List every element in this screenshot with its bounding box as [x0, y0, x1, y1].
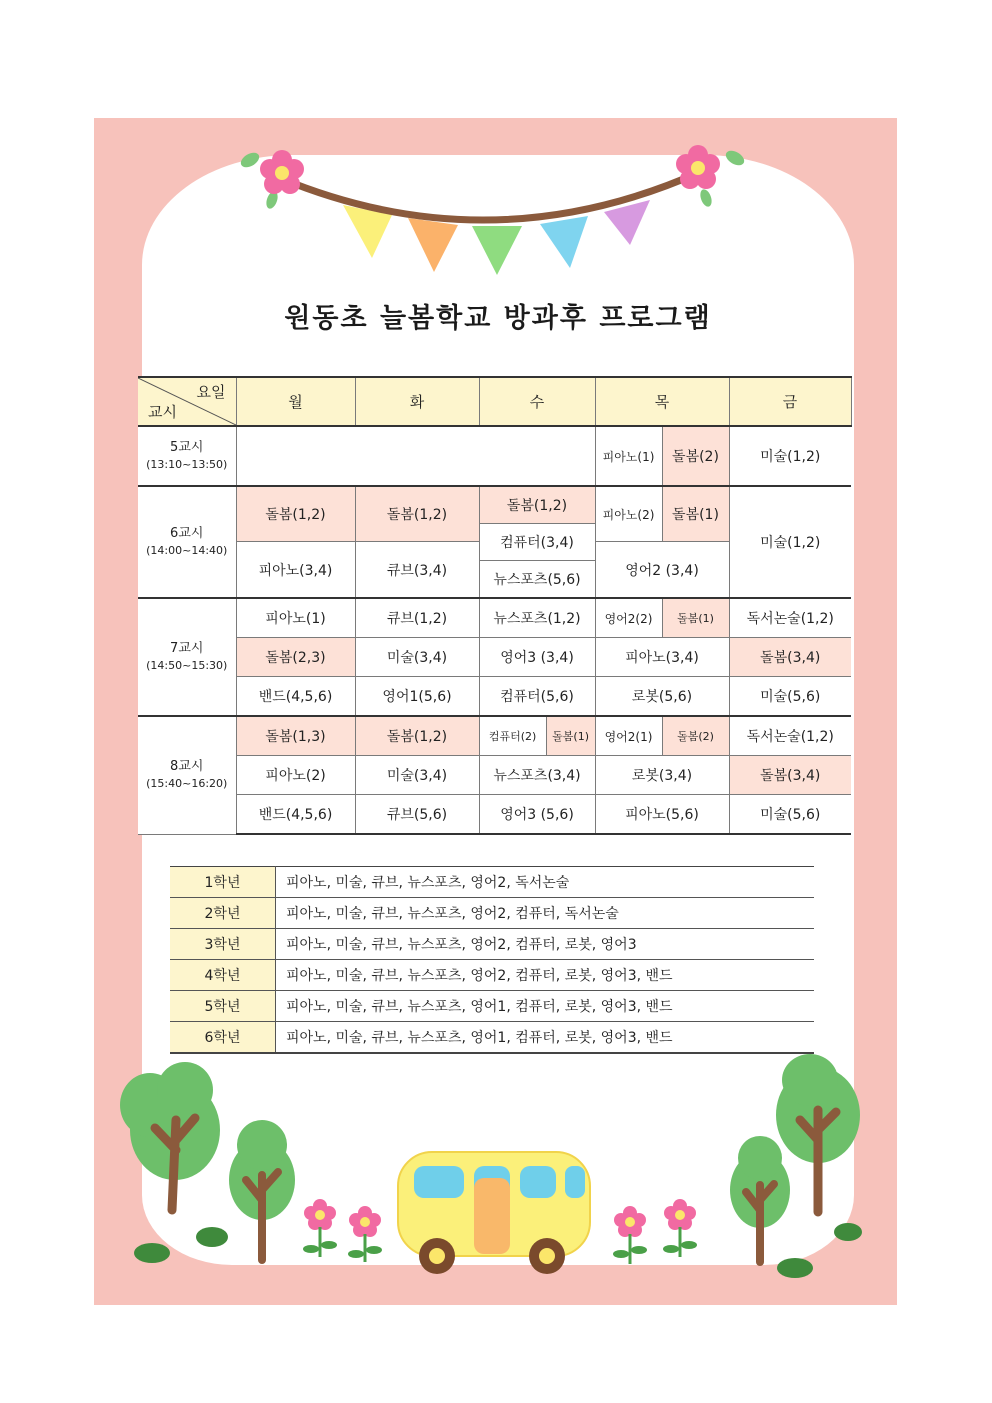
p8-wed-a: 컴퓨터(2)	[480, 717, 547, 755]
p8-thu-3: 피아노(5,6)	[595, 795, 729, 835]
period-8-row-2	[138, 756, 851, 795]
p8-tue-1: 돌봄(1,2)	[355, 716, 479, 756]
p6-thu-a: 피아노(2)	[595, 486, 662, 542]
p6-mon-2: 피아노(3,4)	[236, 542, 355, 599]
p8-fri-2: 돌봄(3,4)	[729, 756, 851, 795]
period-5-label: 5교시 (13:10~13:50)	[138, 426, 236, 486]
page-title: 원동초 늘봄학교 방과후 프로그램	[284, 303, 712, 334]
period-7-row-3	[138, 677, 851, 717]
period-8-label: 8교시 (15:40~16:20)	[138, 716, 236, 834]
period-6-label: 6교시 (14:00~14:40)	[138, 486, 236, 598]
grade-subjects: 피아노, 미술, 큐브, 뉴스포츠, 영어1, 컴퓨터, 로봇, 영어3, 밴드	[276, 991, 815, 1022]
p7-tue-2: 미술(3,4)	[355, 638, 479, 677]
day-header-tue: 화	[355, 377, 479, 426]
p6-fri: 미술(1,2)	[729, 486, 851, 598]
period-7-row-2	[138, 638, 851, 677]
period-8-row-3	[138, 795, 851, 835]
p6-tue-1: 돌봄(1,2)	[355, 486, 479, 542]
p8-wed-split	[480, 717, 595, 755]
p8-thu-b: 돌봄(2)	[662, 716, 729, 756]
grade-label: 6학년	[170, 1022, 276, 1054]
p7-mon-3: 밴드(4,5,6)	[236, 677, 355, 717]
grade-label: 1학년	[170, 867, 276, 898]
p6-thu-2: 영어2 (3,4)	[595, 542, 729, 599]
p7-wed-1: 뉴스포츠(1,2)	[479, 598, 595, 638]
corner-day-label: 요일	[196, 383, 226, 401]
p7-fri-2: 돌봄(3,4)	[729, 638, 851, 677]
grade-subjects: 피아노, 미술, 큐브, 뉴스포츠, 영어2, 컴퓨터, 로봇, 영어3	[276, 929, 815, 960]
p6-mon-1: 돌봄(1,2)	[236, 486, 355, 542]
corner-cell	[138, 377, 236, 426]
grade-row	[170, 991, 814, 1022]
day-header-wed: 수	[479, 377, 595, 426]
p7-fri-3: 미술(5,6)	[729, 677, 851, 717]
grade-subjects: 피아노, 미술, 큐브, 뉴스포츠, 영어2, 독서논술	[276, 867, 815, 898]
p7-wed-2: 영어3 (3,4)	[479, 638, 595, 677]
day-header-mon: 월	[236, 377, 355, 426]
grade-row	[170, 960, 814, 991]
p8-mon-3: 밴드(4,5,6)	[236, 795, 355, 835]
p8-mon-2: 피아노(2)	[236, 756, 355, 795]
timetable-header-row	[138, 377, 851, 426]
grade-label: 2학년	[170, 898, 276, 929]
p7-tue-3: 영어1(5,6)	[355, 677, 479, 717]
period-5-empty	[236, 426, 595, 486]
p8-fri-3: 미술(5,6)	[729, 795, 851, 835]
grade-subjects: 피아노, 미술, 큐브, 뉴스포츠, 영어1, 컴퓨터, 로봇, 영어3, 밴드	[276, 1022, 815, 1054]
p6-tue-2: 큐브(3,4)	[355, 542, 479, 599]
corner-period-label: 교시	[148, 403, 177, 421]
grade-row	[170, 929, 814, 960]
period-7-row-1	[138, 598, 851, 638]
grade-row	[170, 898, 814, 929]
p8-wed-1	[479, 716, 595, 756]
grade-label: 5학년	[170, 991, 276, 1022]
grade-label: 3학년	[170, 929, 276, 960]
p7-thu-b: 돌봄(1)	[662, 598, 729, 638]
p8-wed-3: 영어3 (5,6)	[479, 795, 595, 835]
p8-tue-3: 큐브(5,6)	[355, 795, 479, 835]
p5-thu-a: 피아노(1)	[595, 426, 662, 486]
p7-tue-1: 큐브(1,2)	[355, 598, 479, 638]
p7-mon-1: 피아노(1)	[236, 598, 355, 638]
period-7-label: 7교시 (14:50~15:30)	[138, 598, 236, 716]
p6-wed-1: 돌봄(1,2)	[479, 486, 595, 524]
grade-row	[170, 1022, 814, 1054]
p5-fri: 미술(1,2)	[729, 426, 851, 486]
p7-thu-3: 로봇(5,6)	[595, 677, 729, 717]
p8-tue-2: 미술(3,4)	[355, 756, 479, 795]
p8-wed-2: 뉴스포츠(3,4)	[479, 756, 595, 795]
grade-subjects-table	[170, 866, 814, 1054]
grade-row	[170, 867, 814, 898]
p6-thu-b: 돌봄(1)	[662, 486, 729, 542]
p7-fri-1: 독서논술(1,2)	[729, 598, 851, 638]
p8-wed-b: 돌봄(1)	[546, 717, 594, 755]
period-8-row-1	[138, 716, 851, 756]
p8-thu-a: 영어2(1)	[595, 716, 662, 756]
grade-label: 4학년	[170, 960, 276, 991]
p6-wed-2: 컴퓨터(3,4)	[479, 524, 595, 561]
p6-wed-3: 뉴스포츠(5,6)	[479, 561, 595, 599]
p5-thu-b: 돌봄(2)	[662, 426, 729, 486]
bunting-decoration	[0, 0, 992, 300]
p7-thu-2: 피아노(3,4)	[595, 638, 729, 677]
grade-subjects: 피아노, 미술, 큐브, 뉴스포츠, 영어2, 컴퓨터, 로봇, 영어3, 밴드	[276, 960, 815, 991]
p8-fri-1: 독서논술(1,2)	[729, 716, 851, 756]
p8-mon-1: 돌봄(1,3)	[236, 716, 355, 756]
day-header-fri: 금	[729, 377, 851, 426]
day-header-thu: 목	[595, 377, 729, 426]
p7-mon-2: 돌봄(2,3)	[236, 638, 355, 677]
p7-wed-3: 컴퓨터(5,6)	[479, 677, 595, 717]
grade-subjects: 피아노, 미술, 큐브, 뉴스포츠, 영어2, 컴퓨터, 독서논술	[276, 898, 815, 929]
period-5-row	[138, 426, 851, 486]
period-6-row-1	[138, 486, 851, 524]
timetable	[138, 376, 852, 835]
p7-thu-a: 영어2(2)	[595, 598, 662, 638]
p8-thu-2: 로봇(3,4)	[595, 756, 729, 795]
